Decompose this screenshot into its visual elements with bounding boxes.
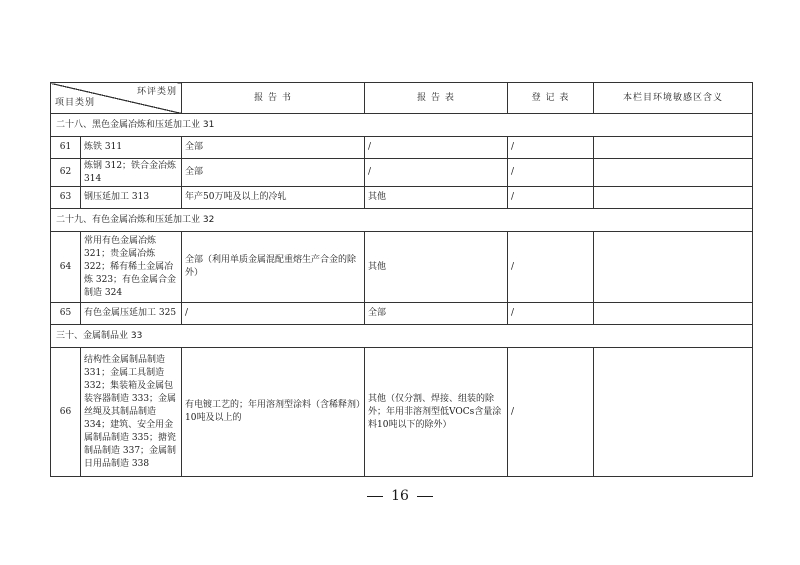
row-item: 钢压延加工 313 <box>81 187 182 209</box>
row-register: / <box>508 348 594 477</box>
row-form: / <box>365 159 508 187</box>
row-register: / <box>508 232 594 303</box>
row-number: 65 <box>51 303 81 325</box>
row-item: 炼铁 311 <box>81 137 182 159</box>
row-report: 有电镀工艺的；年用溶剂型涂料（含稀释剂）10吨及以上的 <box>182 348 365 477</box>
section-row <box>51 209 753 232</box>
row-form: 其他（仅分割、焊接、组装的除外；年用非溶剂型低VOCs含量涂料10吨以下的除外） <box>365 348 508 477</box>
row-sensitive <box>594 137 753 159</box>
table-row <box>51 137 753 159</box>
row-form: 全部 <box>365 303 508 325</box>
row-sensitive <box>594 348 753 477</box>
header-row <box>51 83 753 114</box>
table-row <box>51 348 753 477</box>
header-category-label: 环评类别 <box>136 87 177 97</box>
row-register: / <box>508 137 594 159</box>
classification-table <box>50 82 753 477</box>
row-number: 66 <box>51 348 81 477</box>
row-sensitive <box>594 232 753 303</box>
row-item: 炼钢 312；铁合金冶炼 314 <box>81 159 182 187</box>
classification-table-container <box>50 82 752 477</box>
row-report: 年产50万吨及以上的冷轧 <box>182 187 365 209</box>
section-title: 二十八、黑色金属冶炼和压延加工业 31 <box>51 114 753 137</box>
section-row <box>51 325 753 348</box>
section-title: 二十九、有色金属冶炼和压延加工业 32 <box>51 209 753 232</box>
section-title: 三十、金属制品业 33 <box>51 325 753 348</box>
table-row <box>51 159 753 187</box>
row-form: 其他 <box>365 187 508 209</box>
row-sensitive <box>594 303 753 325</box>
row-sensitive <box>594 159 753 187</box>
row-sensitive <box>594 187 753 209</box>
section-row <box>51 114 753 137</box>
footer-dash-right <box>417 496 433 497</box>
row-report: 全部（利用单质金属混配重熔生产合金的除外） <box>182 232 365 303</box>
page-number: 16 <box>391 488 409 504</box>
diagonal-header-cell <box>51 83 182 114</box>
footer-dash-left <box>367 496 383 497</box>
row-item: 常用有色金属冶炼 321；贵金属冶炼 322；稀有稀土金属冶炼 323；有色金属合金制造 324 <box>81 232 182 303</box>
header-register-form: 登 记 表 <box>508 83 594 114</box>
row-register: / <box>508 187 594 209</box>
table-row <box>51 187 753 209</box>
row-report: 全部 <box>182 159 365 187</box>
row-item: 结构性金属制品制造 331；金属工具制造 332；集装箱及金属包装容器制造 333；金属丝绳及其制品制造 334；建筑、安全用金属制品制造 335；搪瓷制品制造 337；金属制日用品制造 338 <box>81 348 182 477</box>
header-project-label: 项目类别 <box>55 98 96 108</box>
row-form: / <box>365 137 508 159</box>
header-sensitive-area: 本栏目环境敏感区含义 <box>594 83 753 114</box>
row-form: 其他 <box>365 232 508 303</box>
row-number: 62 <box>51 159 81 187</box>
table-row <box>51 303 753 325</box>
row-report: / <box>182 303 365 325</box>
table-row <box>51 232 753 303</box>
row-item: 有色金属压延加工 325 <box>81 303 182 325</box>
header-report-form: 报 告 表 <box>365 83 508 114</box>
header-report-book: 报 告 书 <box>182 83 365 114</box>
row-number: 61 <box>51 137 81 159</box>
row-register: / <box>508 303 594 325</box>
row-number: 63 <box>51 187 81 209</box>
row-number: 64 <box>51 232 81 303</box>
row-report: 全部 <box>182 137 365 159</box>
page-footer <box>0 488 800 504</box>
row-register: / <box>508 159 594 187</box>
